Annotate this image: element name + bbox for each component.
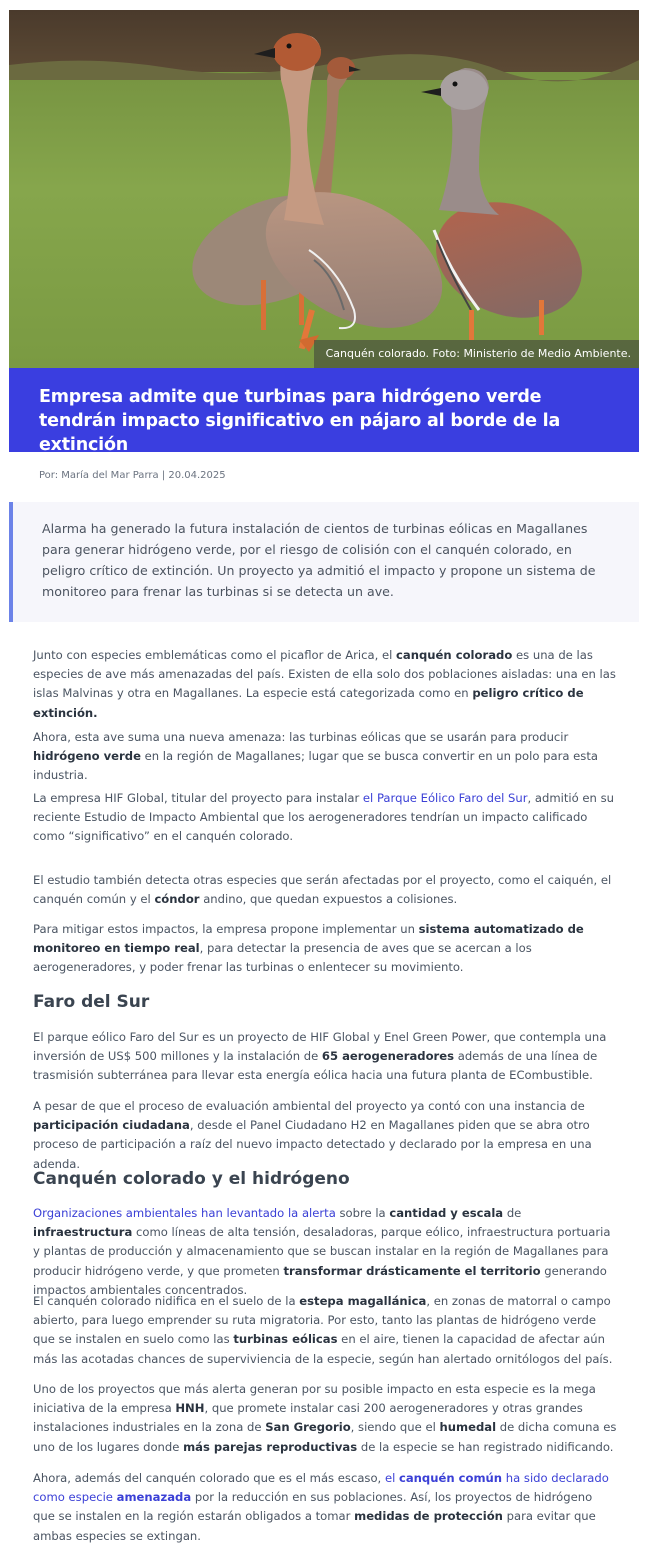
text: generando impactos ambientales concentrados. <box>33 1263 607 1297</box>
bold-text: cóndor <box>154 892 200 907</box>
text: Junto con especies emblemáticas como el picaflor de Arica, el <box>33 648 397 662</box>
text: para evitar que ambas especies se extingan. <box>33 1509 596 1543</box>
link-organizaciones[interactable]: Organizaciones ambientales han levantado la alerta <box>33 1206 336 1220</box>
text: además de una línea de trasmisión subterránea para llevar esta energía eólica hacia una futura planta de ECombustible. <box>33 1049 598 1083</box>
text: , en zonas de matorral o campo abierto, para luego emprender su ruta migratoria. Por esto, tanto las plantas de hidrógeno verde que se instalen en suelo como las <box>33 1294 611 1347</box>
bold-text: 65 aerogeneradores <box>321 1049 455 1064</box>
paragraph-11 <box>33 1469 617 1546</box>
text: de dicha comuna es uno de los lugares donde <box>33 1420 617 1454</box>
text: El estudio también detecta otras especies que serán afectadas por el proyecto, como el caiquén, el canquén común y el <box>33 873 612 907</box>
text: Uno de los proyectos que más alerta generan por su posible impacto en esta especie es la mega iniciativa de la empresa <box>33 1382 596 1416</box>
text: , que promete instalar casi 200 aerogeneradores y otras grandes instalaciones industriales en la zona de <box>33 1401 583 1435</box>
paragraph-4 <box>33 871 617 909</box>
text: es una de las especies de ave más amenazadas del país. Existen de ella solo dos poblaciones aisladas: una en las islas Malvinas y otra en Magallanes. La especie está categorizada como en <box>33 648 616 701</box>
bold-text: cantidad y escala <box>389 1206 504 1220</box>
bold-text: turbinas eólicas <box>233 1332 338 1347</box>
bold-text: HNH <box>175 1401 205 1416</box>
text: , siendo que el <box>350 1420 440 1435</box>
bold-link-text: canquén común <box>398 1471 503 1485</box>
lede-text: Alarma ha generado la futura instalación de cientos de turbinas eólicas en Magallanes para generar hidrógeno verde, por el riesgo de colisión con el canquén colorado, en peligro crítico de extinción. Un proyecto ya admitió el impacto y propone un sistema de monitoreo para frenar las turbinas si se detecta un ave. <box>42 521 596 599</box>
link-text: el <box>384 1471 399 1485</box>
bold-text: San Gregorio <box>265 1420 351 1435</box>
bold-text: transformar drásticamente el territorio <box>283 1263 541 1278</box>
hero-image <box>9 10 639 368</box>
paragraph-8 <box>33 1204 617 1300</box>
bold-text: participación ciudadana <box>33 1118 190 1133</box>
page-title: Empresa admite que turbinas para hidrógeno verde tendrán impacto significativo en pájaro al borde de la extinción <box>39 387 561 455</box>
text: A pesar de que el proceso de evaluación ambiental del proyecto ya contó con una instancia de <box>33 1099 585 1113</box>
link-parque-eolico[interactable]: el Parque Eólico Faro del Sur <box>362 791 528 805</box>
bold-text: estepa magallánica <box>299 1294 427 1308</box>
headline-box <box>9 368 639 455</box>
text: sobre la <box>335 1206 390 1220</box>
bold-text: más parejas reproductivas <box>183 1439 358 1454</box>
paragraph-7 <box>33 1097 617 1174</box>
text: andino, que quedan expuestos a colisiones. <box>199 892 458 907</box>
bold-text: peligro crítico de extinción. <box>33 686 584 720</box>
bold-text: humedal <box>439 1420 497 1435</box>
paragraph-5 <box>33 920 617 978</box>
text: , admitió en su reciente Estudio de Impacto Ambiental que los aerogeneradores tendrían un impacto calificado como “significativo” en el canquén colorado. <box>33 791 614 844</box>
bold-text: medidas de protección <box>354 1509 503 1524</box>
geese-photo <box>9 10 639 368</box>
paragraph-10 <box>33 1380 617 1457</box>
bold-text: infraestructura <box>33 1225 133 1240</box>
bold-text: sistema automatizado de monitoreo en tiempo real <box>33 922 584 956</box>
byline: Por: María del Mar Parra | 20.04.2025 <box>39 470 226 481</box>
text: como líneas de alta tensión, desaladoras, parque eólico, infraestructura portuaria y plantas de producción y almacenamiento que se buscan instalar en la región de Magallanes para producir hidrógeno verde, y que prometen <box>33 1225 611 1278</box>
bold-link-text: amenazada <box>116 1490 192 1505</box>
text: , desde el Panel Ciudadano H2 en Magallanes piden que se abra otro proceso de participación a raíz del nuevo impacto detectado y declarado por la empresa en una adenda. <box>33 1118 592 1171</box>
paragraph-9 <box>33 1292 617 1369</box>
photo-caption: Canquén colorado. Foto: Ministerio de Medio Ambiente. <box>314 340 639 368</box>
text: La empresa HIF Global, titular del proyecto para instalar <box>33 791 363 805</box>
text: , para detectar la presencia de aves que se acercan a los aerogeneradores, y poder frenar las turbinas o enlentecer su movimiento. <box>33 941 532 975</box>
paragraph-1 <box>33 646 617 723</box>
section-heading-canquen: Canquén colorado y el hidrógeno <box>33 1169 350 1189</box>
text: por la reducción en sus poblaciones. Así, los proyectos de hidrógeno que se instalen en la región estarán obligados a tomar <box>33 1490 593 1524</box>
text: Ahora, esta ave suma una nueva amenaza: las turbinas eólicas que se usarán para producir <box>33 730 569 744</box>
lede-quote <box>9 502 639 622</box>
bold-text: hidrógeno verde <box>33 749 141 764</box>
text: en la región de Magallanes; lugar que se busca convertir en un polo para esta industria. <box>33 749 598 783</box>
paragraph-3 <box>33 789 617 847</box>
text: El canquén colorado nidifica en el suelo de la <box>33 1294 300 1308</box>
text: Ahora, además del canquén colorado que es el más escaso, <box>33 1471 385 1485</box>
bold-text: canquén colorado <box>396 648 513 662</box>
link-text: ha sido declarado como especie <box>33 1471 609 1505</box>
text: de <box>503 1206 522 1220</box>
text: Para mitigar estos impactos, la empresa propone implementar un <box>33 922 419 936</box>
text: El parque eólico Faro del Sur es un proyecto de HIF Global y Enel Green Power, que contempla una inversión de US$ 500 millones y la instalación de <box>33 1030 607 1064</box>
paragraph-2 <box>33 728 617 786</box>
paragraph-6 <box>33 1028 617 1086</box>
text: de la especie se han registrado nidificando. <box>357 1439 614 1454</box>
text: en el aire, tienen la capacidad de afectar aún más las acotadas chances de superviviencia de la especie, según han alertado ornitólogos del país. <box>33 1332 613 1366</box>
section-heading-faro-del-sur: Faro del Sur <box>33 992 150 1012</box>
